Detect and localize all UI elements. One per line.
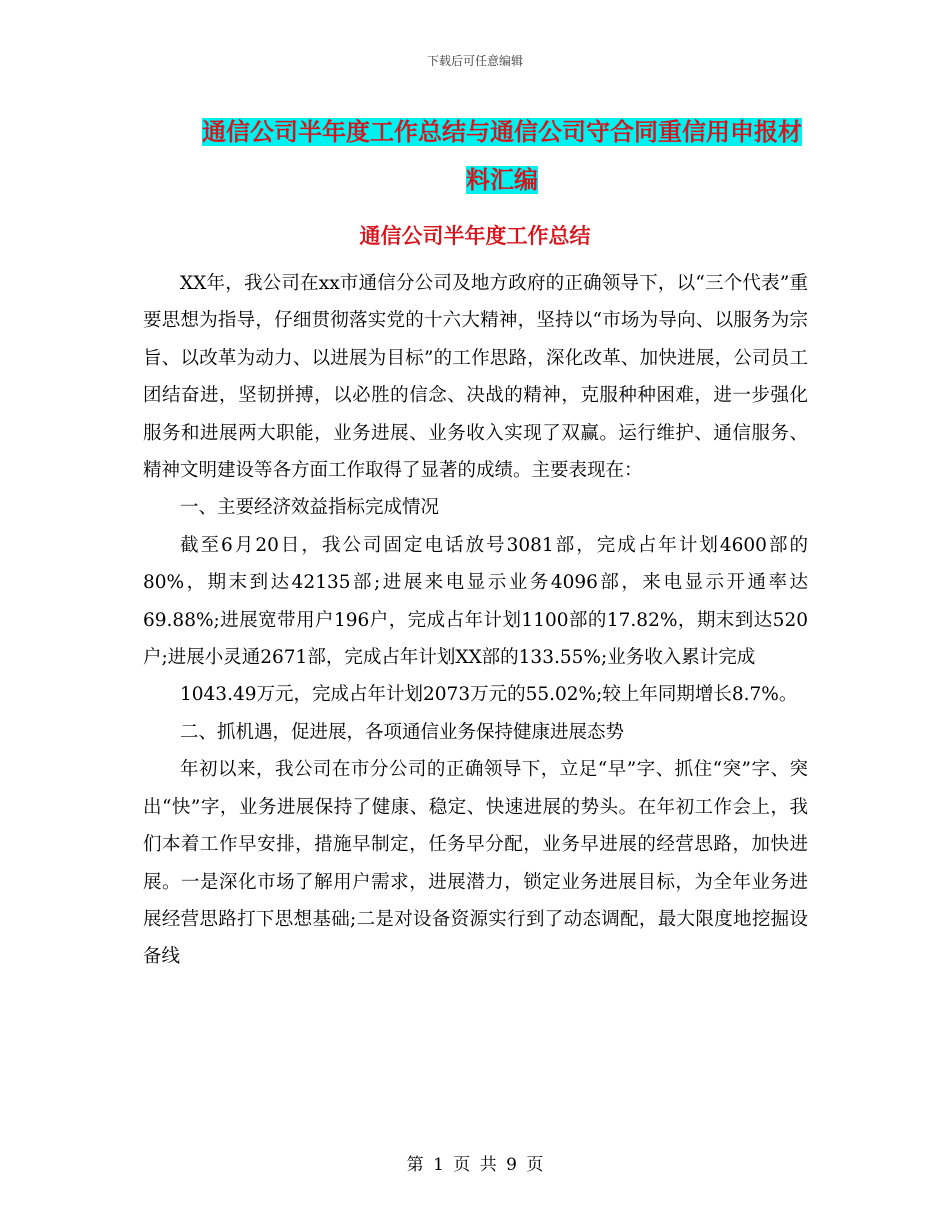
paragraph: 1043.49万元，完成占年计划2073万元的55.02%;较上年同期增长8.7%。 xyxy=(180,684,798,706)
paragraph: 截至6月20日，我公司固定电话放号3081部，完成占年计划4600部的80%，期末到达42135部;进展来电显示业务4096部，来电显示开通率达69.88%;进展宽带用户196户，完成占年计划1100部的17.82%，期末到达520户;进展小灵通2671部，完成占年计划XX部的133.55%;业务收入累计完成 xyxy=(143,534,808,669)
paragraph: XX年，我公司在xx市通信分公司及地方政府的正确领导下，以“三个代表”重要思想为指导，仔细贯彻落实党的十六大精神，坚持以“市场为导向、以服务为宗旨、以改革为动力、以进展为目标”的工作思路，深化改革、加快进展，公司员工团结奋进，坚韧拼搏，以必胜的信念、决战的精神，克服种种困难，进一步强化服务和进展两大职能，业务进展、业务收入实现了双赢。运行维护、通信服务、精神文明建设等各方面工作取得了显著的成绩。主要表现在： xyxy=(143,273,808,482)
body-text xyxy=(143,265,808,976)
heading-1: 一、主要经济效益指标完成情况 xyxy=(180,497,440,519)
document-title-text: 通信公司半年度工作总结与通信公司守合同重信用申报材料汇编 xyxy=(202,118,802,194)
page-footer: 第 1 页 共 9 页 xyxy=(406,1155,544,1175)
section-title: 通信公司半年度工作总结 xyxy=(359,224,591,248)
header-note: 下载后可任意编辑 xyxy=(426,54,523,68)
document-title xyxy=(192,108,812,204)
paragraph: 年初以来，我公司在市分公司的正确领导下，立足“早”字、抓住“突”字、突出“快”字，业务进展保持了健康、稳定、快速进展的势头。在年初工作会上，我们本着工作早安排，措施早制定，任务早分配，业务早进展的经营思路，加快进展。一是深化市场了解用户需求，进展潜力，锁定业务进展目标，为全年业务进展经营思路打下思想基础;二是对设备资源实行到了动态调配，最大限度地挖掘设备线 xyxy=(143,759,808,968)
heading-2: 二、抓机遇，促进展，各项通信业务保持健康进展态势 xyxy=(180,721,625,743)
